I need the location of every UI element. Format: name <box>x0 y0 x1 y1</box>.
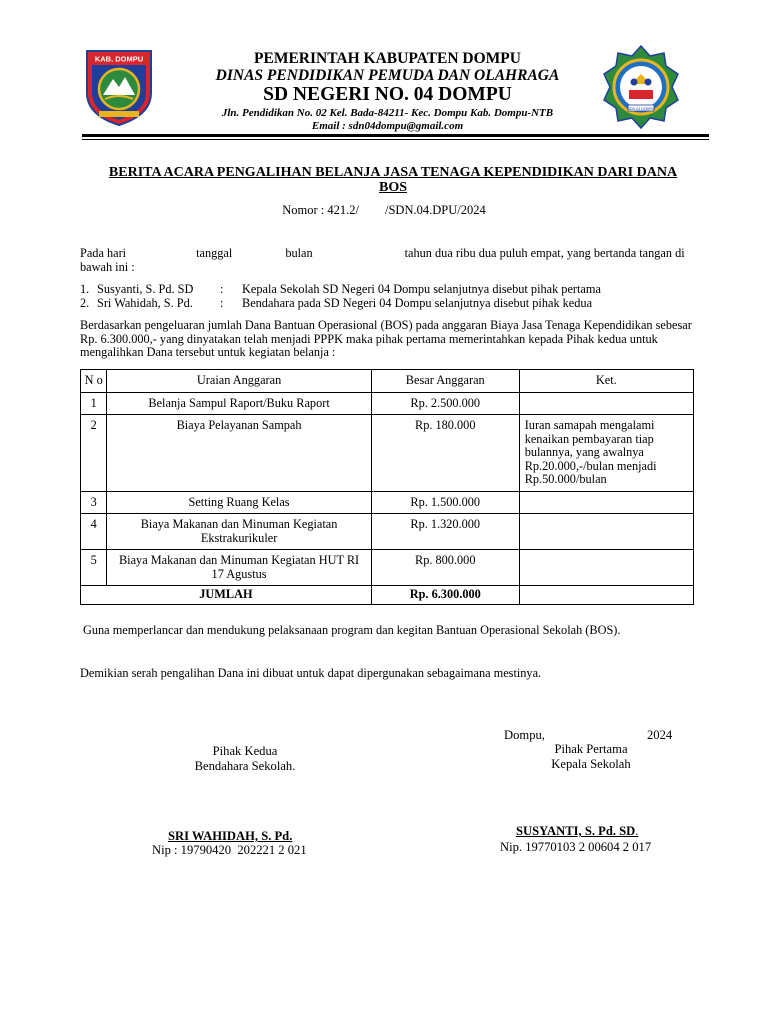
table-row <box>81 514 694 550</box>
row-uraian: Biaya Makanan dan Minuman Kegiatan HUT RI 17 Agustus <box>107 550 371 586</box>
row-uraian: Biaya Pelayanan Sampah <box>107 415 371 492</box>
signing-place: Dompu, <box>504 728 545 742</box>
school-email: Email : sdn04dompu@gmail.com <box>311 120 464 132</box>
signature-block-right <box>497 742 685 772</box>
left-nip: Nip : 19790420 202221 2 021 <box>152 843 307 857</box>
nomor-suffix: /SDN.04.DPU/2024 <box>385 203 486 217</box>
letterhead <box>160 50 615 133</box>
table-header-row <box>81 370 694 393</box>
pada-hari-label: Pada hari <box>80 246 127 260</box>
right-signatory-name: SUSYANTI, S. Pd. SD <box>516 824 636 838</box>
tanggal-label: tanggal <box>196 246 233 260</box>
row-ket <box>519 392 693 415</box>
document-number <box>0 203 768 218</box>
row-no: 1 <box>81 392 107 415</box>
closing-paragraph: Demikian serah pengalihan Dana ini dibuat untuk dapat dipergunakan sebagaimana mestinya. <box>80 666 542 680</box>
table-row <box>81 415 694 492</box>
party-name: Sri Wahidah, S. Pd. <box>97 296 193 310</box>
right-signatory <box>516 824 638 839</box>
right-role: Pihak Pertama <box>554 742 628 756</box>
opening-paragraph <box>80 247 692 274</box>
header-no: N o <box>81 370 107 393</box>
total-value: Rp. 6.300.000 <box>371 586 519 605</box>
letterhead-rule-thick <box>82 134 709 137</box>
table-total-row <box>81 586 694 605</box>
row-ket <box>519 491 693 514</box>
row-besar: Rp. 2.500.000 <box>371 392 519 415</box>
kab-dompu-logo-icon <box>83 49 155 127</box>
row-ket <box>519 550 693 586</box>
right-nip: Nip. 19770103 2 00604 2 017 <box>500 840 652 854</box>
tahun-text: tahun dua ribu dua puluh empat, yang bertanda tangan di bawah ini : <box>80 246 685 274</box>
row-uraian: Biaya Makanan dan Minuman Kegiatan Ekstrakurikuler <box>107 514 371 550</box>
row-besar: Rp. 1.320.000 <box>371 514 519 550</box>
school-emblem-icon <box>598 44 684 130</box>
party-number: 2. <box>80 296 90 310</box>
right-logo-label: SDN 04 DOMPU <box>627 107 655 111</box>
row-besar: Rp. 1.500.000 <box>371 491 519 514</box>
row-no: 3 <box>81 491 107 514</box>
party-description: Bendahara pada SD Negeri 04 Dompu selanjutnya disebut pihak kedua <box>242 296 593 310</box>
header-ket: Ket. <box>519 370 693 393</box>
row-no: 4 <box>81 514 107 550</box>
signature-block-left <box>150 744 340 774</box>
government-line: PEMERINTAH KABUPATEN DOMPU <box>254 50 521 67</box>
table-row <box>81 550 694 586</box>
row-ket <box>519 514 693 550</box>
party-number: 1. <box>80 282 90 296</box>
party-item <box>80 283 700 297</box>
bulan-label: bulan <box>285 246 313 260</box>
total-ket <box>519 586 693 605</box>
table-row <box>81 392 694 415</box>
row-ket: Iuran samapah mengalami kenaikan pembayaran tiap bulannya, yang awalnya Rp.20.000,-/bulan menjadi Rp.50.000/bulan <box>519 415 693 492</box>
table-row <box>81 491 694 514</box>
row-uraian: Setting Ruang Kelas <box>107 491 371 514</box>
party-item <box>80 297 700 311</box>
signing-year: 2024 <box>647 728 673 742</box>
party-colon: : <box>220 282 224 296</box>
party-colon: : <box>220 296 224 310</box>
budget-table <box>80 369 694 605</box>
header-besar: Besar Anggaran <box>371 370 519 393</box>
row-no: 2 <box>81 415 107 492</box>
parties-list <box>80 283 700 311</box>
school-address: Jln. Pendidikan No. 02 Kel. Bada-84211- Kec. Dompu Kab. Dompu-NTB <box>221 107 554 119</box>
letterhead-rule-thin <box>82 139 709 140</box>
basis-paragraph: Berdasarkan pengeluaran jumlah Dana Bantuan Operasional (BOS) pada anggaran Biaya Jasa Tenaga Kependidikan sebesar Rp. 6.300.000,- yang dinyatakan telah menjadi PPPK maka pihak pertama memerintahkan kepada Pihak kedua untuk mengalihkan Dana tersebut untuk kegiatan belanja : <box>80 318 692 359</box>
row-no: 5 <box>81 550 107 586</box>
department-line: DINAS PENDIDIKAN PEMUDA DAN OLAHRAGA <box>215 67 560 84</box>
left-role: Pihak Kedua <box>212 744 278 758</box>
right-name-suffix: . <box>635 824 639 838</box>
purpose-paragraph: Guna memperlancar dan mendukung pelaksanaan program dan kegitan Bantuan Operasional Sekolah (BOS). <box>83 623 621 637</box>
document-title: BERITA ACARA PENGALIHAN BELANJA JASA TENAGA KEPENDIDIKAN DARI DANA BOS <box>108 165 678 195</box>
nomor-prefix: Nomor : 421.2/ <box>282 203 359 217</box>
row-besar: Rp. 180.000 <box>371 415 519 492</box>
left-signatory-name: SRI WAHIDAH, S. Pd. <box>168 829 293 843</box>
left-position: Bendahara Sekolah. <box>194 759 296 773</box>
header-uraian: Uraian Anggaran <box>107 370 371 393</box>
right-position: Kepala Sekolah <box>551 757 631 771</box>
left-logo-label: KAB. DOMPU <box>94 54 144 64</box>
school-name: SD NEGERI NO. 04 DOMPU <box>263 84 512 105</box>
total-label: JUMLAH <box>81 586 372 605</box>
row-uraian: Belanja Sampul Raport/Buku Raport <box>107 392 371 415</box>
party-description: Kepala Sekolah SD Negeri 04 Dompu selanjutnya disebut pihak pertama <box>242 282 601 296</box>
party-name: Susyanti, S. Pd. SD <box>97 282 194 296</box>
row-besar: Rp. 800.000 <box>371 550 519 586</box>
